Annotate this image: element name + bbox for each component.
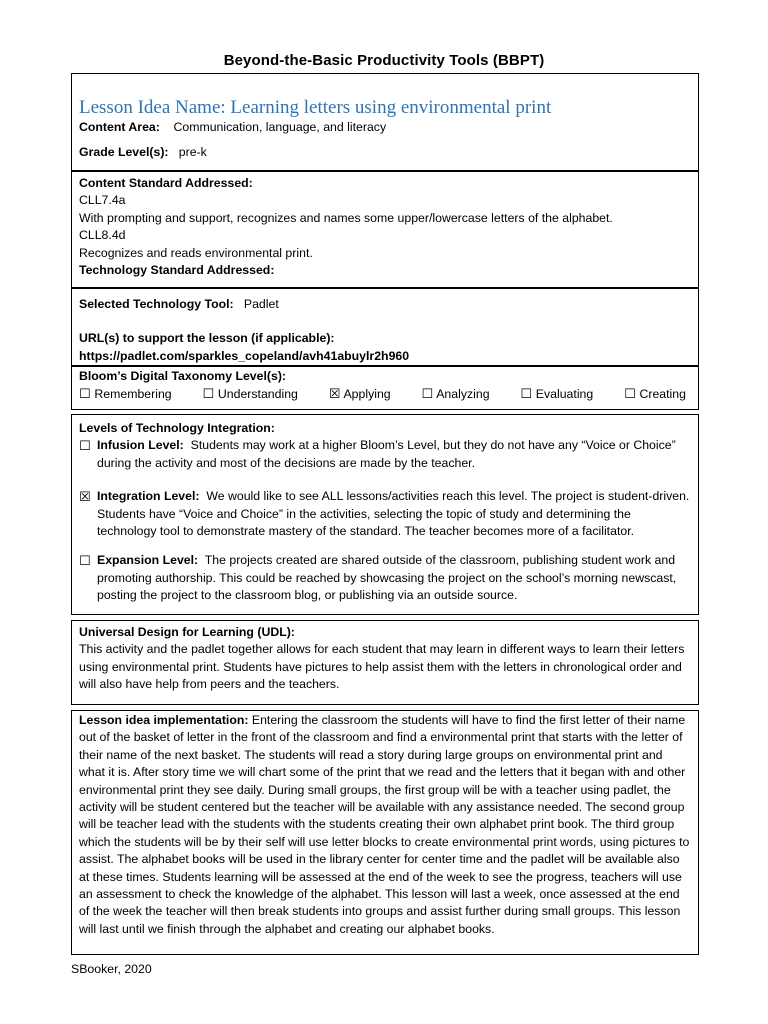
checkbox-icon[interactable]: ☐	[79, 553, 91, 569]
blooms-level-label: Applying	[343, 387, 391, 402]
integration-level-label: Integration Level:	[97, 489, 200, 504]
content-standard-label: Content Standard Addressed:	[79, 176, 253, 190]
expansion-level-label: Expansion Level:	[97, 553, 199, 568]
technology-tool-section	[71, 288, 699, 366]
standard-text-1: With prompting and support, recognizes and names some upper/lowercase letters of the alphabet.	[79, 210, 613, 225]
expansion-level-text: The projects created are shared outside of the classroom, publishing student work and promoting authorship. This could be reached by showcasing the project on the school’s morning newscast, posting the project to the classroom blog, or publishing via an outside source.	[97, 553, 677, 603]
blooms-taxonomy-section	[71, 366, 699, 410]
standard-code-2: CLL8.4d	[79, 228, 126, 243]
tool-row	[79, 296, 691, 313]
udl-label: Universal Design for Learning (UDL):	[79, 625, 295, 639]
integration-label: Levels of Technology Integration:	[79, 421, 275, 435]
grade-level-label: Grade Level(s):	[79, 145, 169, 160]
blooms-level-label: Remembering	[94, 387, 172, 402]
blooms-level-applying[interactable]	[329, 385, 391, 403]
integration-level-text: We would like to see ALL lessons/activities reach this level. The project is student-driven. Students have “Voice and Choice” in the activities, selecting the topic of study and determining the technology tool to demonstrate mastery of the standard. The teacher becomes more of a facilitator.	[97, 489, 690, 539]
technology-standard-label: Technology Standard Addressed:	[79, 263, 275, 278]
implementation-text: Entering the classroom the students will have to find the first letter of their name out of the basket of letter in the front of the classroom and find a environmental print that starts with the letter of their name of the next basket. The students will read a story during large groups on environmental print and what it is. After story time we will chart some of the print that we read and the letters that it began with and other environmental print they see daily. During small groups, the first group will be with a teacher using padlet, the activity will be student centered but the teacher will be available with any assistance needed. The second group will be teacher lead with the students with the students creating their own alphabet print book. The third group which the students will be by their self will use letter blocks to create environmental print words, using pictures to assist. The alphabet books will be used in the library center for center time and the padlet will be available also at these times. Students learning will be assessed at the end of the week to see the progress, teachers will use an assessment to check the knowledge of the alphabet. This lesson will last a week, once assessed at the end of the week the teacher will then break students into groups and assist further during small groups. This lesson will last until we finish through the alphabet and creating our alphabet books.	[79, 713, 690, 936]
checkbox-icon[interactable]: ☐	[79, 438, 91, 454]
implementation-label: Lesson idea implementation:	[79, 713, 249, 727]
blooms-levels	[79, 385, 691, 403]
checkbox-icon[interactable]: ☐	[421, 386, 434, 402]
blooms-level-remembering[interactable]	[79, 385, 172, 403]
checkbox-icon[interactable]: ☐	[520, 386, 533, 402]
standard-text-2: Recognizes and reads environmental print.	[79, 245, 313, 260]
footer-author: SBooker, 2020	[71, 962, 152, 976]
udl-text: This activity and the padlet together allows for each student that may learn in different ways to learn their letters using environmental print. Students have pictures to help assist them with the letters in chronological order and will also have help from peers and the teachers.	[79, 642, 685, 692]
blooms-level-label: Evaluating	[535, 387, 594, 402]
checkbox-icon[interactable]: ☐	[79, 386, 91, 402]
implementation-section	[71, 710, 699, 955]
blooms-level-label: Creating	[639, 387, 686, 402]
infusion-level	[79, 437, 691, 472]
blooms-level-label: Understanding	[217, 387, 298, 402]
blooms-level-evaluating[interactable]	[520, 385, 593, 403]
blooms-level-creating[interactable]	[624, 385, 686, 403]
content-area-value: Communication, language, and literacy	[173, 120, 387, 134]
expansion-level	[79, 552, 691, 604]
tool-value: Padlet	[243, 297, 279, 311]
blooms-level-analyzing[interactable]	[421, 385, 489, 403]
grade-level-value: pre-k	[178, 145, 207, 160]
content-area-label: Content Area:	[79, 120, 160, 134]
infusion-level-label: Infusion Level:	[97, 438, 184, 453]
checked-checkbox-icon[interactable]: ☒	[79, 489, 91, 505]
technology-integration-section	[71, 414, 699, 615]
grade-level-row	[79, 144, 691, 161]
blooms-level-label: Analyzing	[436, 387, 490, 402]
document-title: Beyond-the-Basic Productivity Tools (BBPT)	[223, 52, 545, 69]
tool-label: Selected Technology Tool:	[79, 297, 234, 311]
udl-section	[71, 620, 699, 705]
padlet-url[interactable]: https://padlet.com/sparkles_copeland/avh41abuylr2h960	[79, 348, 410, 363]
blooms-level-understanding[interactable]	[202, 385, 297, 403]
integration-level	[79, 488, 691, 540]
checked-checkbox-icon[interactable]: ☒	[328, 386, 341, 402]
url-label: URL(s) to support the lesson (if applicable):	[79, 331, 335, 346]
lesson-header-section	[71, 73, 699, 171]
infusion-level-text: Students may work at a higher Bloom’s Level, but they do not have any “Voice or Choice” during the activity and most of the decisions are made by the teacher.	[97, 438, 676, 470]
checkbox-icon[interactable]: ☐	[202, 386, 215, 402]
content-area-row	[79, 119, 691, 136]
checkbox-icon[interactable]: ☐	[624, 386, 636, 402]
lesson-idea-name: Lesson Idea Name: Learning letters using environmental print	[79, 97, 552, 118]
blooms-label: Bloom’s Digital Taxonomy Level(s):	[79, 369, 287, 383]
standard-code-1: CLL7.4a	[79, 193, 126, 208]
standards-section	[71, 171, 699, 288]
